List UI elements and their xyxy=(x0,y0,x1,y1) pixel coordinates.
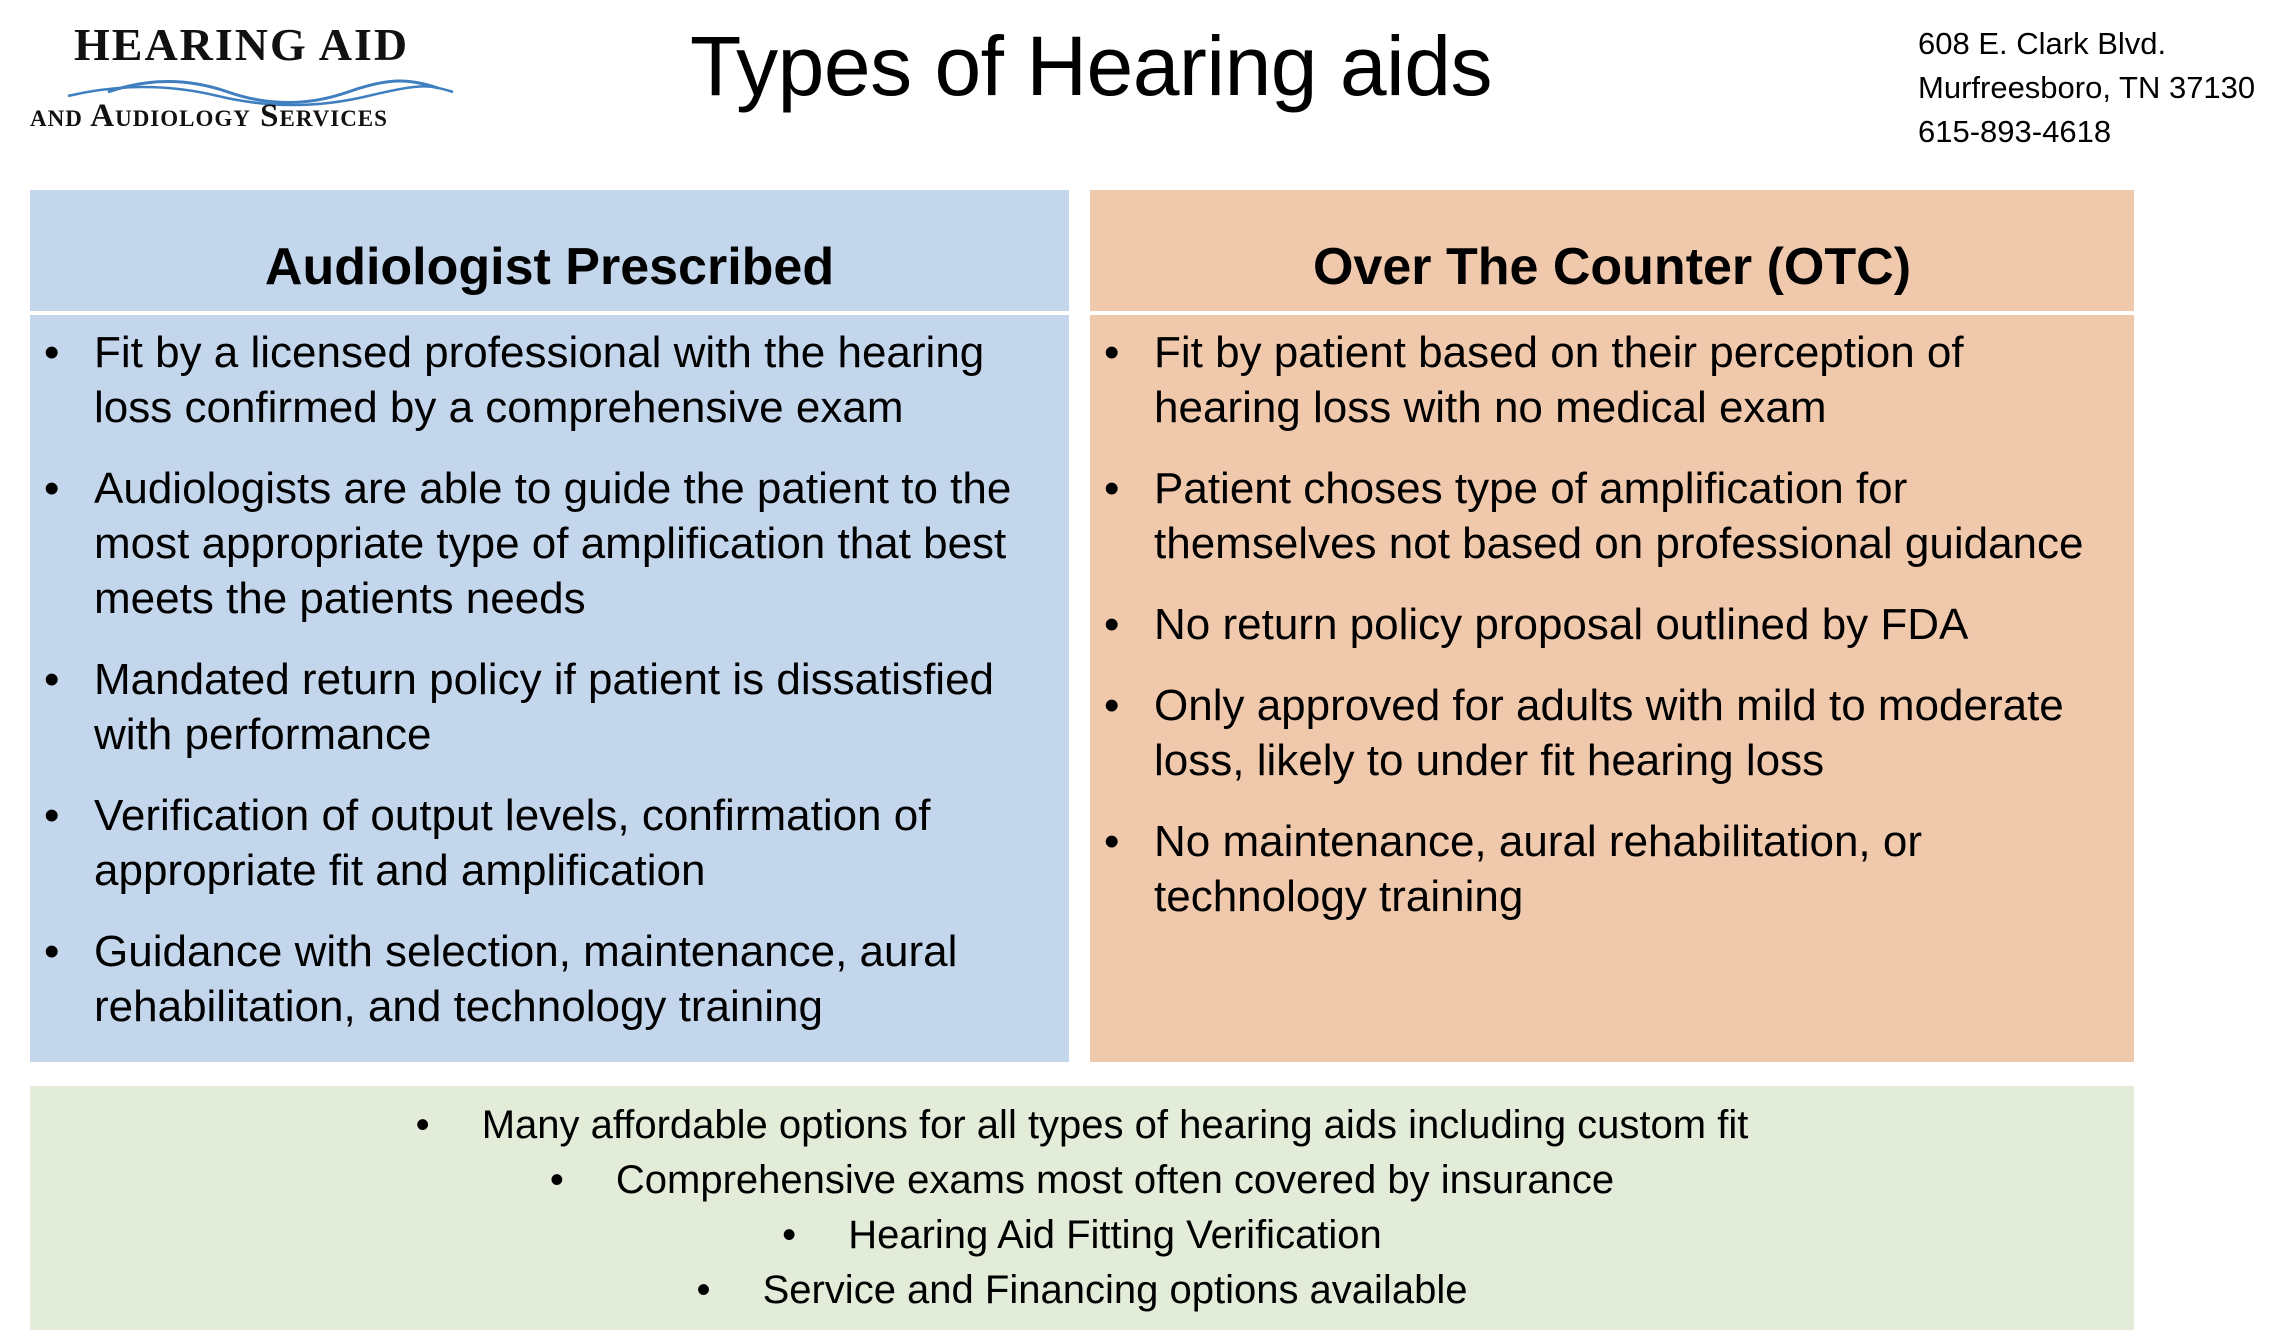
logo-text-audiology-services: and Audiology Services xyxy=(30,98,388,134)
bullet-icon: • xyxy=(44,328,60,377)
list-item xyxy=(30,325,1069,435)
address-city: Murfreesboro, TN 37130 xyxy=(1918,70,2256,105)
list-item xyxy=(30,924,1069,1034)
bullet-icon: • xyxy=(44,927,60,976)
summary-item xyxy=(30,1263,2134,1318)
services-summary-panel xyxy=(30,1086,2134,1330)
list-item-text: Only approved for adults with mild to moderate loss, likely to under fit hearing loss xyxy=(1154,681,2064,785)
list-item-text: Guidance with selection, maintenance, aural rehabilitation, and technology training xyxy=(94,927,958,1031)
list-item xyxy=(1090,597,2134,652)
logo-text-hearing-aid: HEARING AID xyxy=(74,19,410,70)
list-item-text: Verification of output levels, confirmation of appropriate fit and amplification xyxy=(94,791,931,895)
bullet-icon: • xyxy=(1104,328,1120,377)
otc-bullet-list xyxy=(1090,315,2134,924)
panel-header xyxy=(30,190,1069,315)
over-the-counter-panel xyxy=(1090,190,2134,1062)
list-item xyxy=(30,461,1069,626)
audiologist-bullet-list xyxy=(30,315,1069,1034)
list-item xyxy=(1090,325,2134,435)
panel-heading-otc: Over The Counter (OTC) xyxy=(1312,238,1912,296)
list-item-text: No return policy proposal outlined by FDA xyxy=(1154,600,1969,649)
list-item-text: Fit by patient based on their perception of hearing loss with no medical exam xyxy=(1154,328,1964,432)
list-item xyxy=(30,788,1069,898)
bullet-icon: • xyxy=(1104,464,1120,513)
list-item-text: No maintenance, aural rehabilitation, or technology training xyxy=(1154,817,1923,921)
address-street: 608 E. Clark Blvd. xyxy=(1918,26,2167,61)
page-title: Types of Hearing aids xyxy=(690,19,1492,113)
list-item xyxy=(1090,814,2134,924)
bullet-icon: • xyxy=(415,1103,430,1147)
list-item xyxy=(30,652,1069,762)
summary-item-text: Comprehensive exams most often covered by insurance xyxy=(615,1158,1615,1202)
bullet-icon: • xyxy=(1104,817,1120,866)
panel-header xyxy=(1090,190,2134,315)
summary-item-text: Service and Financing options available xyxy=(762,1268,1468,1312)
panel-heading-audiologist: Audiologist Prescribed xyxy=(264,238,835,296)
summary-item xyxy=(30,1208,2134,1263)
summary-item xyxy=(30,1098,2134,1153)
summary-item-text: Hearing Aid Fitting Verification xyxy=(848,1213,1382,1257)
list-item xyxy=(1090,678,2134,788)
bullet-icon: • xyxy=(1104,681,1120,730)
summary-item xyxy=(30,1153,2134,1208)
company-logo xyxy=(30,18,470,138)
audiologist-prescribed-panel xyxy=(30,190,1069,1062)
bullet-icon: • xyxy=(1104,600,1120,649)
bullet-icon: • xyxy=(782,1213,797,1257)
address-phone: 615-893-4618 xyxy=(1918,114,2112,149)
list-item-text: Patient choses type of amplification for themselves not based on professional guidance xyxy=(1154,464,2084,568)
list-item-text: Fit by a licensed professional with the hearing loss confirmed by a comprehensive exam xyxy=(94,328,985,432)
bullet-icon: • xyxy=(44,464,60,513)
bullet-icon: • xyxy=(44,655,60,704)
list-item-text: Audiologists are able to guide the patient to the most appropriate type of amplification that best meets the patients needs xyxy=(94,464,1012,623)
list-item xyxy=(1090,461,2134,571)
bullet-icon: • xyxy=(44,791,60,840)
contact-address xyxy=(1918,22,2278,154)
bullet-icon: • xyxy=(696,1268,711,1312)
bullet-icon: • xyxy=(549,1158,564,1202)
summary-item-text: Many affordable options for all types of hearing aids including custom fit xyxy=(481,1103,1749,1147)
list-item-text: Mandated return policy if patient is dissatisfied with performance xyxy=(94,655,995,759)
